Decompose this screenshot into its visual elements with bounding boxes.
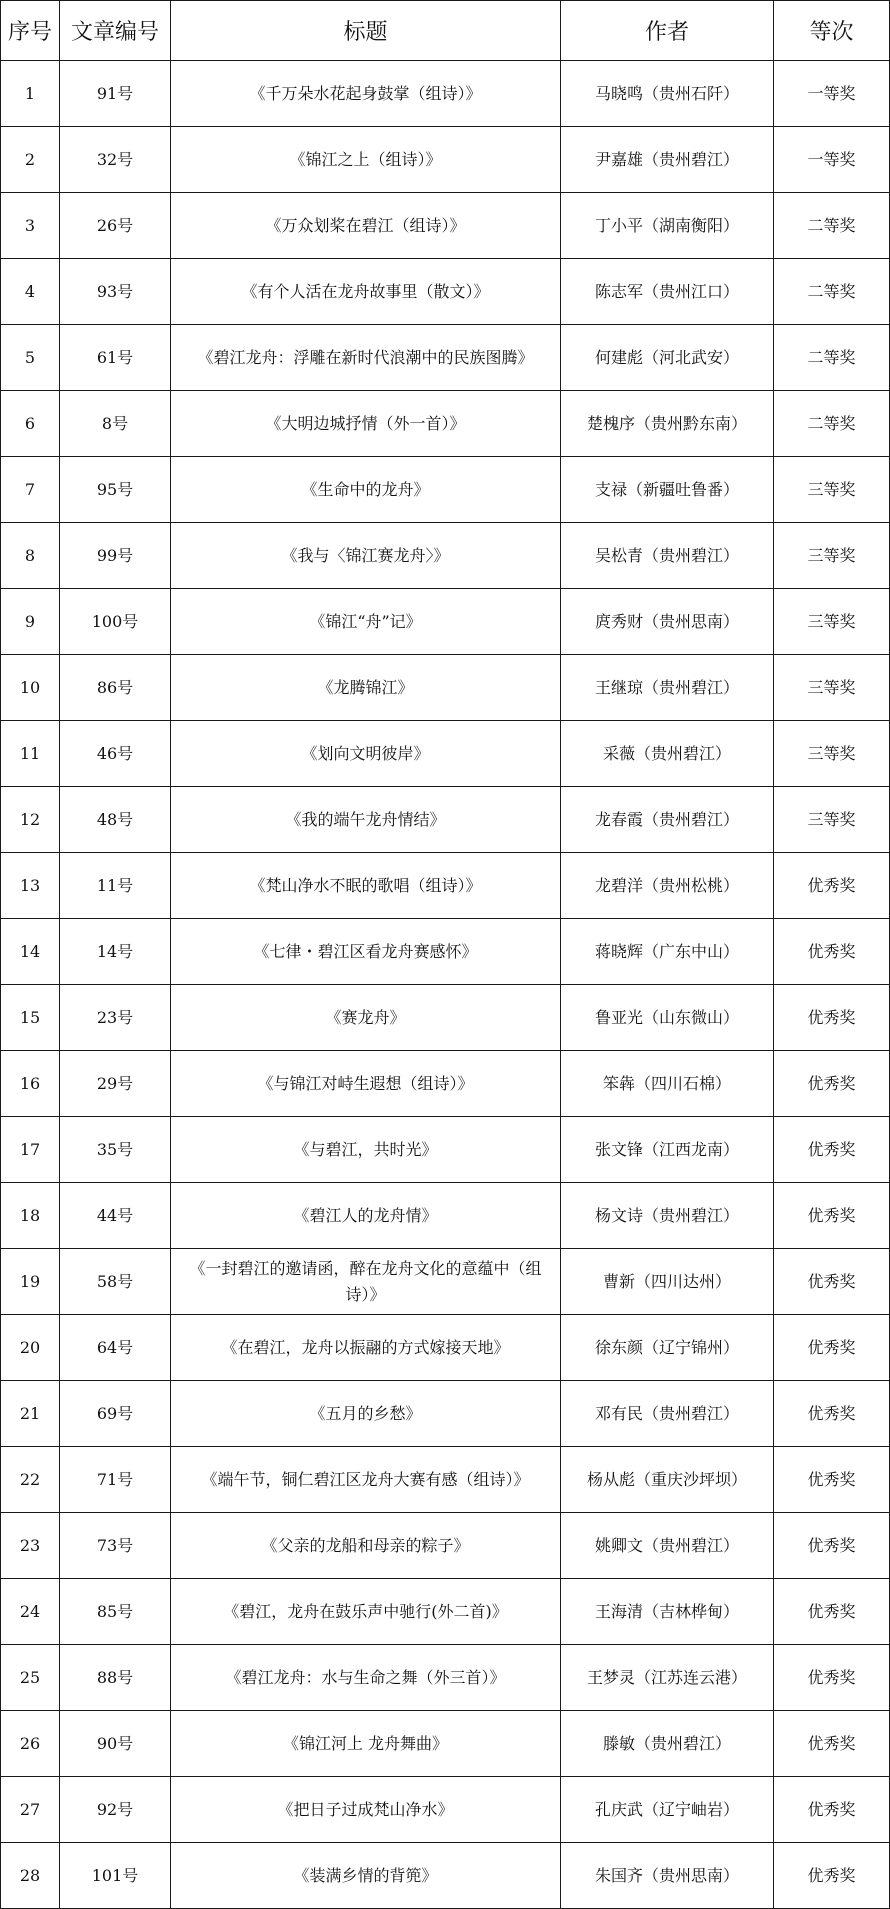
cell-author: 王海清（吉林桦甸） <box>561 1579 774 1645</box>
cell-seq: 2 <box>1 127 60 193</box>
cell-seq: 27 <box>1 1777 60 1843</box>
table-row <box>1 259 890 325</box>
cell-author: 龙碧洋（贵州松桃） <box>561 853 774 919</box>
table-row <box>1 787 890 853</box>
table-row <box>1 457 890 523</box>
cell-article-id: 58号 <box>60 1249 171 1315</box>
table-row <box>1 1447 890 1513</box>
table-body <box>1 61 890 1909</box>
cell-seq: 16 <box>1 1051 60 1117</box>
cell-article-id: 46号 <box>60 721 171 787</box>
cell-award: 二等奖 <box>774 325 890 391</box>
cell-seq: 14 <box>1 919 60 985</box>
table-row <box>1 1579 890 1645</box>
table-row <box>1 655 890 721</box>
cell-article-id: 85号 <box>60 1579 171 1645</box>
table-row <box>1 589 890 655</box>
cell-seq: 5 <box>1 325 60 391</box>
cell-author: 庹秀财（贵州思南） <box>561 589 774 655</box>
cell-article-id: 71号 <box>60 1447 171 1513</box>
cell-seq: 18 <box>1 1183 60 1249</box>
table-row <box>1 1777 890 1843</box>
table-row <box>1 61 890 127</box>
cell-article-id: 69号 <box>60 1381 171 1447</box>
cell-award: 优秀奖 <box>774 1117 890 1183</box>
cell-article-id: 35号 <box>60 1117 171 1183</box>
cell-author: 徐东颜（辽宁锦州） <box>561 1315 774 1381</box>
cell-award: 一等奖 <box>774 61 890 127</box>
table-row <box>1 127 890 193</box>
table-row <box>1 391 890 457</box>
cell-title: 《龙腾锦江》 <box>171 655 561 721</box>
cell-award: 优秀奖 <box>774 985 890 1051</box>
cell-title: 《碧江龙舟：浮雕在新时代浪潮中的民族图腾》 <box>171 325 561 391</box>
cell-title: 《父亲的龙船和母亲的粽子》 <box>171 1513 561 1579</box>
cell-title: 《碧江龙舟：水与生命之舞（外三首）》 <box>171 1645 561 1711</box>
cell-title: 《与锦江对峙生遐想（组诗）》 <box>171 1051 561 1117</box>
cell-author: 曹新（四川达州） <box>561 1249 774 1315</box>
cell-title: 《碧江，龙舟在鼓乐声中驰行(外二首)》 <box>171 1579 561 1645</box>
cell-title: 《端午节，铜仁碧江区龙舟大赛有感（组诗）》 <box>171 1447 561 1513</box>
cell-article-id: 64号 <box>60 1315 171 1381</box>
cell-seq: 21 <box>1 1381 60 1447</box>
cell-award: 三等奖 <box>774 523 890 589</box>
cell-article-id: 88号 <box>60 1645 171 1711</box>
cell-seq: 28 <box>1 1843 60 1909</box>
cell-title: 《梵山净水不眠的歌唱（组诗）》 <box>171 853 561 919</box>
cell-article-id: 99号 <box>60 523 171 589</box>
cell-title: 《我与〈锦江赛龙舟〉》 <box>171 523 561 589</box>
cell-article-id: 48号 <box>60 787 171 853</box>
cell-seq: 10 <box>1 655 60 721</box>
table-row <box>1 919 890 985</box>
table-row <box>1 1381 890 1447</box>
cell-article-id: 26号 <box>60 193 171 259</box>
cell-author: 楚槐序（贵州黔东南） <box>561 391 774 457</box>
cell-seq: 4 <box>1 259 60 325</box>
cell-article-id: 90号 <box>60 1711 171 1777</box>
header-award: 等次 <box>774 1 890 61</box>
cell-article-id: 86号 <box>60 655 171 721</box>
cell-article-id: 8号 <box>60 391 171 457</box>
cell-award: 优秀奖 <box>774 1711 890 1777</box>
cell-author: 吴松青（贵州碧江） <box>561 523 774 589</box>
cell-author: 张文锋（江西龙南） <box>561 1117 774 1183</box>
cell-title: 《我的端午龙舟情结》 <box>171 787 561 853</box>
header-row <box>1 1 890 61</box>
cell-award: 三等奖 <box>774 457 890 523</box>
cell-title: 《赛龙舟》 <box>171 985 561 1051</box>
cell-seq: 13 <box>1 853 60 919</box>
cell-title: 《大明边城抒情（外一首）》 <box>171 391 561 457</box>
cell-title: 《与碧江，共时光》 <box>171 1117 561 1183</box>
cell-award: 优秀奖 <box>774 1777 890 1843</box>
table-row <box>1 1645 890 1711</box>
cell-article-id: 61号 <box>60 325 171 391</box>
cell-award: 三等奖 <box>774 721 890 787</box>
cell-article-id: 91号 <box>60 61 171 127</box>
table-header <box>1 1 890 61</box>
cell-article-id: 23号 <box>60 985 171 1051</box>
cell-award: 三等奖 <box>774 787 890 853</box>
cell-author: 孔庆武（辽宁岫岩） <box>561 1777 774 1843</box>
cell-seq: 17 <box>1 1117 60 1183</box>
table-row <box>1 1051 890 1117</box>
cell-author: 姚卿文（贵州碧江） <box>561 1513 774 1579</box>
cell-award: 三等奖 <box>774 655 890 721</box>
cell-title: 《七律・碧江区看龙舟赛感怀》 <box>171 919 561 985</box>
cell-author: 滕敏（贵州碧江） <box>561 1711 774 1777</box>
cell-article-id: 14号 <box>60 919 171 985</box>
cell-award: 优秀奖 <box>774 1381 890 1447</box>
table-row <box>1 1249 890 1315</box>
table-row <box>1 523 890 589</box>
cell-title: 《锦江之上（组诗）》 <box>171 127 561 193</box>
table-row <box>1 853 890 919</box>
cell-seq: 1 <box>1 61 60 127</box>
cell-article-id: 92号 <box>60 1777 171 1843</box>
cell-title: 《万众划桨在碧江（组诗）》 <box>171 193 561 259</box>
cell-title: 《一封碧江的邀请函，醉在龙舟文化的意蕴中（组诗）》 <box>171 1249 561 1315</box>
cell-author: 笨犇（四川石棉） <box>561 1051 774 1117</box>
cell-award: 优秀奖 <box>774 853 890 919</box>
cell-article-id: 93号 <box>60 259 171 325</box>
cell-author: 王继琼（贵州碧江） <box>561 655 774 721</box>
cell-article-id: 73号 <box>60 1513 171 1579</box>
cell-award: 优秀奖 <box>774 1645 890 1711</box>
cell-title: 《锦江河上 龙舟舞曲》 <box>171 1711 561 1777</box>
cell-title: 《千万朵水花起身鼓掌（组诗）》 <box>171 61 561 127</box>
header-seq: 序号 <box>1 1 60 61</box>
cell-award: 优秀奖 <box>774 1051 890 1117</box>
cell-seq: 12 <box>1 787 60 853</box>
cell-author: 支禄（新疆吐鲁番） <box>561 457 774 523</box>
cell-article-id: 95号 <box>60 457 171 523</box>
cell-award: 二等奖 <box>774 259 890 325</box>
cell-author: 邓有民（贵州碧江） <box>561 1381 774 1447</box>
table-row <box>1 1843 890 1909</box>
cell-award: 优秀奖 <box>774 1579 890 1645</box>
cell-seq: 15 <box>1 985 60 1051</box>
cell-article-id: 29号 <box>60 1051 171 1117</box>
cell-author: 采薇（贵州碧江） <box>561 721 774 787</box>
cell-author: 王梦灵（江苏连云港） <box>561 1645 774 1711</box>
cell-seq: 26 <box>1 1711 60 1777</box>
cell-article-id: 101号 <box>60 1843 171 1909</box>
table-row <box>1 193 890 259</box>
cell-title: 《在碧江，龙舟以振翮的方式嫁接天地》 <box>171 1315 561 1381</box>
table-row <box>1 1513 890 1579</box>
cell-award: 优秀奖 <box>774 1843 890 1909</box>
cell-article-id: 32号 <box>60 127 171 193</box>
cell-title: 《五月的乡愁》 <box>171 1381 561 1447</box>
cell-seq: 8 <box>1 523 60 589</box>
cell-article-id: 100号 <box>60 589 171 655</box>
cell-author: 蒋晓辉（广东中山） <box>561 919 774 985</box>
table-row <box>1 985 890 1051</box>
cell-seq: 3 <box>1 193 60 259</box>
cell-seq: 23 <box>1 1513 60 1579</box>
header-article-id: 文章编号 <box>60 1 171 61</box>
cell-author: 何建彪（河北武安） <box>561 325 774 391</box>
cell-title: 《有个人活在龙舟故事里（散文）》 <box>171 259 561 325</box>
cell-seq: 9 <box>1 589 60 655</box>
cell-article-id: 44号 <box>60 1183 171 1249</box>
cell-award: 一等奖 <box>774 127 890 193</box>
cell-title: 《锦江“舟”记》 <box>171 589 561 655</box>
cell-award: 优秀奖 <box>774 1249 890 1315</box>
cell-award: 优秀奖 <box>774 1447 890 1513</box>
cell-seq: 25 <box>1 1645 60 1711</box>
cell-author: 陈志军（贵州江口） <box>561 259 774 325</box>
cell-award: 优秀奖 <box>774 1183 890 1249</box>
cell-seq: 7 <box>1 457 60 523</box>
cell-title: 《把日子过成梵山净水》 <box>171 1777 561 1843</box>
table-row <box>1 1315 890 1381</box>
table-row <box>1 325 890 391</box>
cell-seq: 6 <box>1 391 60 457</box>
cell-article-id: 11号 <box>60 853 171 919</box>
header-author: 作者 <box>561 1 774 61</box>
cell-author: 杨文诗（贵州碧江） <box>561 1183 774 1249</box>
cell-award: 二等奖 <box>774 193 890 259</box>
table-row <box>1 1183 890 1249</box>
cell-title: 《碧江人的龙舟情》 <box>171 1183 561 1249</box>
table-row <box>1 721 890 787</box>
cell-author: 龙春霞（贵州碧江） <box>561 787 774 853</box>
cell-seq: 20 <box>1 1315 60 1381</box>
cell-award: 优秀奖 <box>774 1315 890 1381</box>
cell-award: 三等奖 <box>774 589 890 655</box>
table-row <box>1 1117 890 1183</box>
cell-author: 丁小平（湖南衡阳） <box>561 193 774 259</box>
cell-seq: 19 <box>1 1249 60 1315</box>
cell-author: 马晓鸣（贵州石阡） <box>561 61 774 127</box>
cell-seq: 11 <box>1 721 60 787</box>
cell-author: 朱国齐（贵州思南） <box>561 1843 774 1909</box>
cell-seq: 24 <box>1 1579 60 1645</box>
cell-author: 鲁亚光（山东微山） <box>561 985 774 1051</box>
cell-award: 优秀奖 <box>774 919 890 985</box>
cell-award: 二等奖 <box>774 391 890 457</box>
cell-award: 优秀奖 <box>774 1513 890 1579</box>
cell-title: 《生命中的龙舟》 <box>171 457 561 523</box>
cell-author: 杨从彪（重庆沙坪坝） <box>561 1447 774 1513</box>
table-row <box>1 1711 890 1777</box>
cell-title: 《划向文明彼岸》 <box>171 721 561 787</box>
cell-title: 《装满乡情的背篼》 <box>171 1843 561 1909</box>
cell-author: 尹嘉雄（贵州碧江） <box>561 127 774 193</box>
cell-seq: 22 <box>1 1447 60 1513</box>
header-title: 标题 <box>171 1 561 61</box>
